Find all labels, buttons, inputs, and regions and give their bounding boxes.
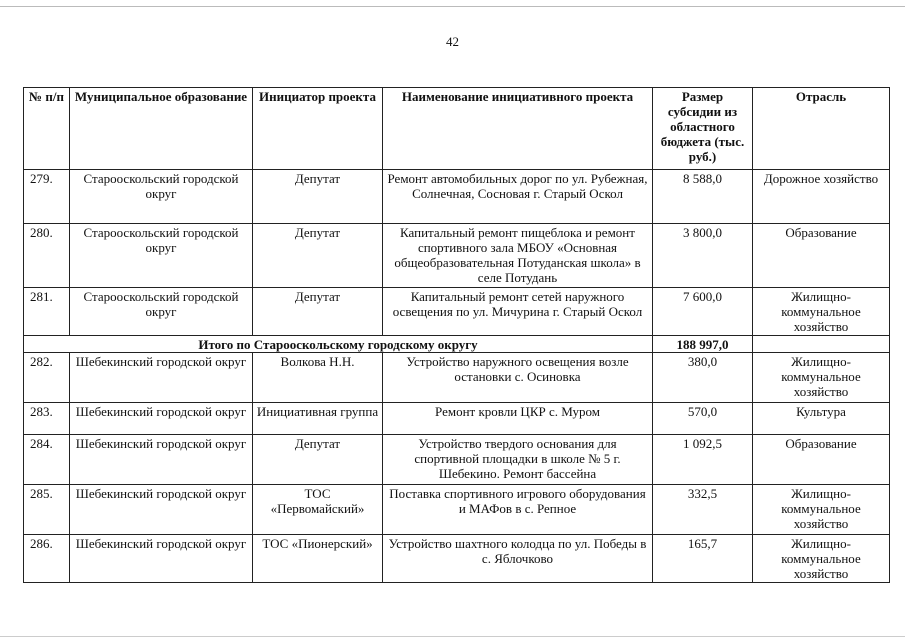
- row-municipality: Шебекинский городской округ: [70, 535, 253, 583]
- header-initiator: Инициатор проекта: [253, 88, 383, 170]
- table-row: [24, 170, 890, 224]
- row-project: Устройство твердого основания для спортивной площадки в школе № 5 г. Шебекино. Ремонт бассейна: [383, 435, 653, 485]
- row-num: 284.: [24, 435, 70, 485]
- total-row: [24, 336, 890, 353]
- row-sector: Культура: [753, 403, 890, 435]
- page-number: 42: [446, 34, 459, 49]
- row-municipality: Старооскольский городской округ: [70, 170, 253, 224]
- total-empty-cell: [753, 336, 890, 353]
- row-project: Ремонт автомобильных дорог по ул. Рубежная, Солнечная, Сосновая г. Старый Оскол: [383, 170, 653, 224]
- row-num: 283.: [24, 403, 70, 435]
- row-sector: Жилищно-коммунальное хозяйство: [753, 485, 890, 535]
- header-municipality: Муниципальное образование: [70, 88, 253, 170]
- row-num: 281.: [24, 288, 70, 336]
- row-municipality: Старооскольский городской округ: [70, 288, 253, 336]
- row-project: Капитальный ремонт пищеблока и ремонт спортивного зала МБОУ «Основная общеобразовательная Потуданская школа» в селе Потудань: [383, 224, 653, 288]
- total-label: Итого по Старооскольскому городскому округу: [24, 336, 653, 353]
- header-subsidy: Размер субсидии из областного бюджета (тыс. руб.): [653, 88, 753, 170]
- scan-edge-bottom: [0, 636, 905, 637]
- row-sector: Образование: [753, 435, 890, 485]
- row-initiator: Депутат: [253, 170, 383, 224]
- table-header-row: [24, 88, 890, 170]
- row-project: Устройство шахтного колодца по ул. Победы в с. Яблочково: [383, 535, 653, 583]
- row-project: Устройство наружного освещения возле остановки с. Осиновка: [383, 353, 653, 403]
- scan-edge-top: [0, 6, 905, 7]
- table-row: [24, 288, 890, 336]
- header-project: Наименование инициативного проекта: [383, 88, 653, 170]
- row-sector: Жилищно-коммунальное хозяйство: [753, 535, 890, 583]
- table-body-b: [24, 353, 890, 583]
- row-project: Ремонт кровли ЦКР с. Муром: [383, 403, 653, 435]
- row-num: 282.: [24, 353, 70, 403]
- row-sector: Образование: [753, 224, 890, 288]
- table-row: [24, 403, 890, 435]
- table-row: [24, 535, 890, 583]
- row-subsidy: 3 800,0: [653, 224, 753, 288]
- row-sector: Дорожное хозяйство: [753, 170, 890, 224]
- row-municipality: Шебекинский городской округ: [70, 403, 253, 435]
- table-row: [24, 435, 890, 485]
- table-row: [24, 353, 890, 403]
- projects-table: [23, 87, 890, 583]
- row-num: 286.: [24, 535, 70, 583]
- total-value: 188 997,0: [653, 336, 753, 353]
- row-subsidy: 380,0: [653, 353, 753, 403]
- row-subsidy: 1 092,5: [653, 435, 753, 485]
- row-municipality: Шебекинский городской округ: [70, 353, 253, 403]
- row-initiator: Волкова Н.Н.: [253, 353, 383, 403]
- row-initiator: ТОС «Пионерский»: [253, 535, 383, 583]
- row-num: 285.: [24, 485, 70, 535]
- row-subsidy: 7 600,0: [653, 288, 753, 336]
- row-sector: Жилищно-коммунальное хозяйство: [753, 353, 890, 403]
- row-municipality: Шебекинский городской округ: [70, 435, 253, 485]
- row-initiator: Депутат: [253, 224, 383, 288]
- row-num: 279.: [24, 170, 70, 224]
- row-initiator: ТОС «Первомайский»: [253, 485, 383, 535]
- row-subsidy: 165,7: [653, 535, 753, 583]
- header-num: № п/п: [24, 88, 70, 170]
- row-initiator: Депутат: [253, 288, 383, 336]
- row-municipality: Старооскольский городской округ: [70, 224, 253, 288]
- row-subsidy: 332,5: [653, 485, 753, 535]
- row-project: Капитальный ремонт сетей наружного освещения по ул. Мичурина г. Старый Оскол: [383, 288, 653, 336]
- table-row: [24, 485, 890, 535]
- row-project: Поставка спортивного игрового оборудования и МАФов в с. Репное: [383, 485, 653, 535]
- table-total: [24, 336, 890, 353]
- row-subsidy: 570,0: [653, 403, 753, 435]
- table-body-a: [24, 170, 890, 336]
- table-row: [24, 224, 890, 288]
- row-initiator: Депутат: [253, 435, 383, 485]
- row-subsidy: 8 588,0: [653, 170, 753, 224]
- row-sector: Жилищно-коммунальное хозяйство: [753, 288, 890, 336]
- row-municipality: Шебекинский городской округ: [70, 485, 253, 535]
- row-num: 280.: [24, 224, 70, 288]
- header-sector: Отрасль: [753, 88, 890, 170]
- row-initiator: Инициативная группа: [253, 403, 383, 435]
